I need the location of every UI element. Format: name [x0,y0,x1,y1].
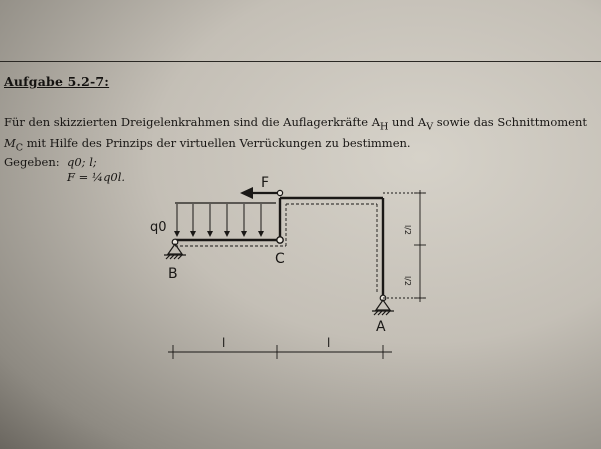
frame-members [175,198,383,296]
dashed-fibres [175,204,377,292]
description-text-line2: mit Hilfe des Prinzips der virtuellen Verrückungen zu bestimmen. [23,136,411,151]
description-text-end: sowie das Schnittmoment [433,115,587,129]
description-text-mid: und A [388,115,427,129]
given-force: F = ¼q0l. [67,170,126,184]
dim-label-right: l [327,336,331,350]
hinge-top [277,190,282,195]
given-values: q0; l; [67,155,97,169]
task-title: Aufgabe 5.2-7: [4,74,110,89]
moment-symbol: M [4,136,16,151]
given-label: Gegeben: [4,155,60,169]
support-b [164,239,186,259]
force-arrow [240,187,279,199]
subscript-v: V [426,121,434,133]
hinge-c-label: C [275,251,285,267]
support-a-label: A [376,319,386,335]
hinge-c [277,237,283,243]
horizontal-dimension [168,345,392,359]
support-b-label: B [168,266,178,282]
dim-label-left: l [222,336,226,350]
dim-label-half-top: l/2 [403,225,412,236]
load-label: q0 [150,220,167,235]
dim-label-half-bottom: l/2 [403,276,412,287]
description-text: Für den skizzierten Dreigelenkrahmen sind die Auflagerkräfte A [4,115,381,129]
load-arrowheads [174,231,264,237]
force-label: F [261,175,270,191]
subscript-c: C [15,142,24,154]
subscript-h: H [380,121,389,133]
